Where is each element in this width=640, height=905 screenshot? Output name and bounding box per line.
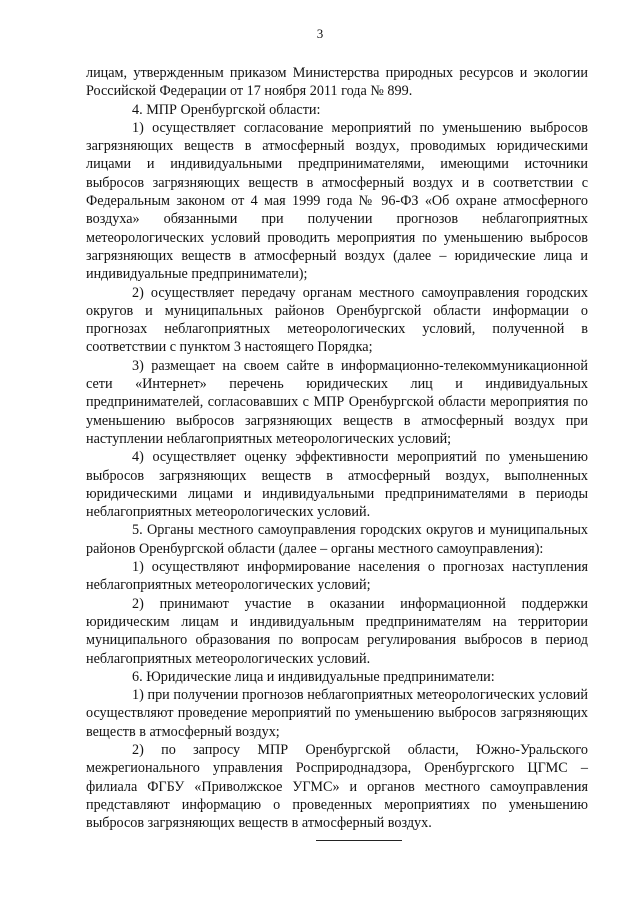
document-body — [86, 64, 588, 832]
section-4-item-4: 4) осуществляет оценку эффективности мероприятий по уменьшению выбросов загрязняющих веществ в атмосферный воздух, выполненных юридическими лицами и индивидуальными предпринимателями в периоды неблагоприятных метеорологических условий. — [86, 449, 588, 521]
section-6-item-2: 2) по запросу МПР Оренбургской области, Южно-Уральского межрегионального управления Росприроднадзора, Оренбургского ЦГМС – филиала ФГБУ «Приволжское УГМС» и органов местного самоуправления представляют информацию о проведенных мероприятиях по уменьшению выбросов загрязняющих веществ в атмосферный воздух. — [86, 741, 588, 832]
section-4-heading: 4. МПР Оренбургской области: — [132, 101, 321, 118]
section-6-heading: 6. Юридические лица и индивидуальные предприниматели: — [132, 668, 495, 685]
page-number: 3 — [316, 26, 324, 41]
section-4-item-3: 3) размещает на своем сайте в информационно-телекоммуникационной сети «Интернет» перечень юридических лиц и индивидуальных предпринимателей, согласовавших с МПР Оренбургской области мероприятия по уменьшению выбросов загрязняющих веществ в атмосферный воздух при наступлении неблагоприятных метеорологических условий; — [86, 357, 588, 447]
section-4-item-2: 2) осуществляет передачу органам местного самоуправления городских округов и муниципальных районов Оренбургской области информации о прогнозах неблагоприятных метеорологических условий, полученной в соответствии с пунктом 3 настоящего Порядка; — [86, 284, 588, 356]
paragraph-continuation: лицам, утвержденным приказом Министерства природных ресурсов и экологии Российской Федерации от 17 ноября 2011 года № 899. — [86, 65, 588, 100]
end-rule — [316, 840, 402, 841]
section-4-item-1: 1) осуществляет согласование мероприятий по уменьшению выбросов загрязняющих веществ в атмосферный воздух, проводимых юридическими лицами и индивидуальными предпринимателями, имеющими источники выбросов загрязняющих веществ в атмосферный воздух и в соответствии с Федеральным законом от 4 мая 1999 года № 96-ФЗ «Об охране атмосферного воздуха» обязанными при получении прогнозов неблагоприятных метеорологических условий проводить мероприятия по уменьшению выбросов загрязняющих веществ в атмосферный воздух (далее – юридические лица и индивидуальные предприниматели); — [86, 119, 588, 283]
section-5-heading: 5. Органы местного самоуправления городских округов и муниципальных районов Оренбургской области (далее – органы местного самоуправления): — [86, 522, 588, 557]
section-5-item-2: 2) принимают участие в оказании информационной поддержки юридическим лицам и индивидуальным предпринимателям на территории муниципального образования по вопросам регулирования выбросов в период неблагоприятных метеорологических условий. — [86, 595, 588, 667]
section-6-item-1: 1) при получении прогнозов неблагоприятных метеорологических условий осуществляют проведение мероприятий по уменьшению выбросов загрязняющих веществ в атмосферный воздух; — [86, 687, 588, 740]
section-5-item-1: 1) осуществляют информирование населения о прогнозах наступления неблагоприятных метеорологических условий; — [86, 559, 588, 594]
